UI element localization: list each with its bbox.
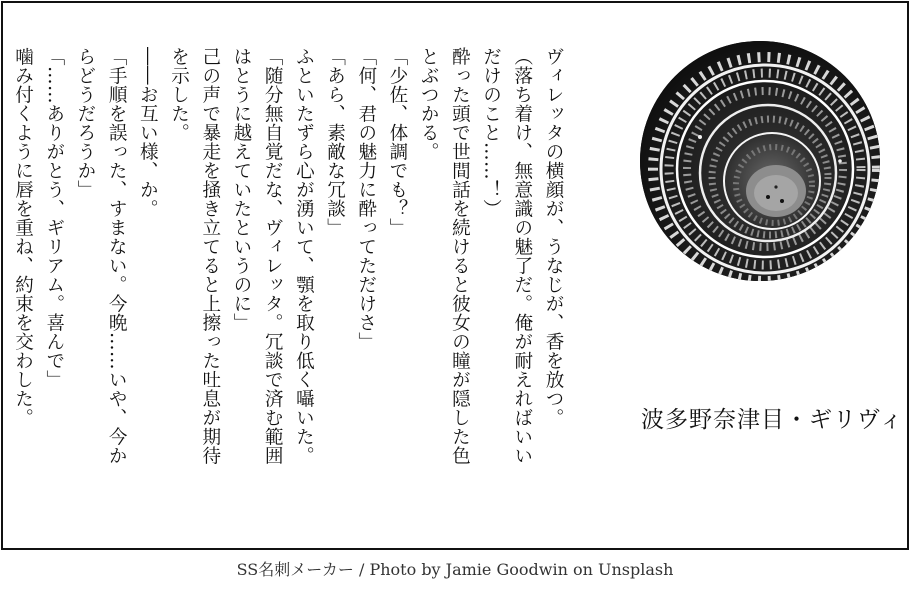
text-line: ――お互い様、か。 (137, 47, 159, 218)
text-line: 己の声で暴走を掻き立てると上擦った吐息が期待 (199, 47, 221, 465)
text-line: 「……ありがとう、ギリアム。喜んで」 (43, 47, 65, 389)
story-text (7, 47, 569, 477)
text-line: 「随分無自覚だな、ヴィレッタ。冗談で済む範囲 (262, 47, 284, 465)
text-line: を示した。 (168, 47, 190, 142)
text-line: とぶつかる。 (418, 47, 440, 161)
text-line: らどうだろうか」 (74, 47, 96, 199)
text-line: 「何、君の魅力に酔ってただけさ」 (355, 47, 377, 351)
text-line: 「あら、素敵な冗談」 (324, 47, 346, 237)
credit-caption: SS名刺メーカー / Photo by Jamie Goodwin on Unsplash (236, 560, 674, 579)
text-line: ふといたずら心が湧いて、顎を取り低く囁いた。 (293, 47, 315, 465)
text-line: （落ち着け、無意識の魅了だ。俺が耐えればいい (511, 47, 533, 465)
text-line: はとうに越えていたというのに」 (230, 47, 252, 332)
text-line: 酔った頭で世間話を続けると彼女の瞳が隠した色 (449, 47, 471, 465)
text-line: だけのこと……！） (480, 47, 502, 218)
text-line: 「少佐、体調でも？」 (386, 47, 408, 237)
text-line: 噛み付くように唇を重ね、約束を交わした。 (12, 47, 34, 427)
author-name: 波多野奈津目・ギリヴィ (641, 407, 904, 433)
text-line: 「手順を誤った、すまない。今晩……いや、今か (106, 47, 128, 465)
ss-card (1, 1, 909, 550)
text-line: ヴィレッタの横顔が、うなじが、香を放つ。 (543, 47, 564, 427)
spiral-staircase-photo (640, 41, 880, 281)
